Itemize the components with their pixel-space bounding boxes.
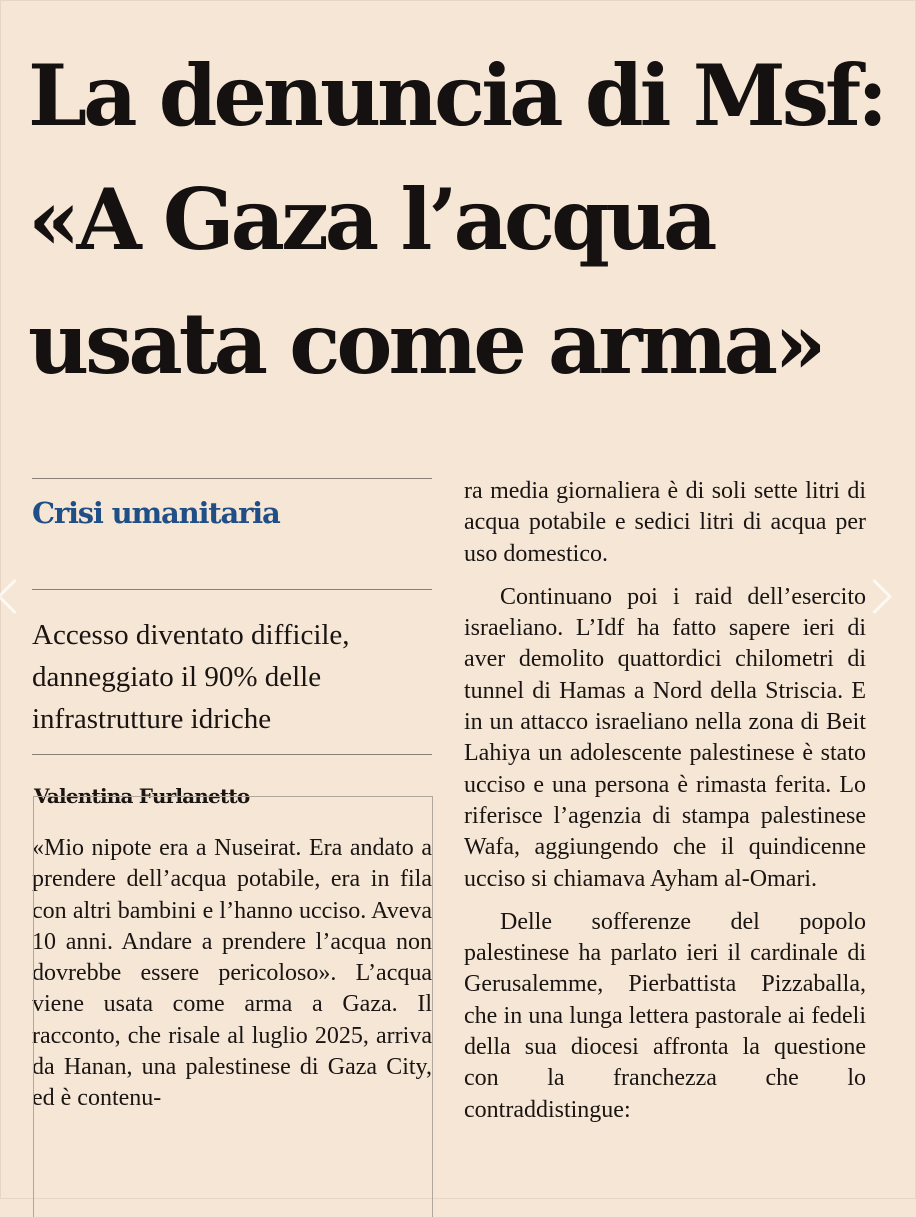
headline-line: usata come arma» (28, 294, 823, 393)
article-body-left: «Mio nipote era a Nuseirat. Era andato a prendere dell’acqua potabile, era in fila con altri bambini e l’hanno ucciso. Aveva 10 anni. Andare a prendere l’acqua non dovrebbe essere pericoloso». L’acqua viene usata come arma a Gaza. Il racconto, che risale al luglio 2025, arriva da Hanan, una palestinese di Gaza City, ed è contenu- (32, 835, 432, 1112)
subhead-rule-bottom (32, 754, 432, 755)
article-paragraph: Continuano poi i raid dell’esercito israeliano. L’Idf ha fatto sapere ieri di aver demolito quattordici chilometri di tunnel di Hamas a Nord della Striscia. E in un attacco israeliano nella zona di Beit Lahiya un adolescente palestinese è stato ucciso e una persona è rimasta ferita. Lo riferisce l’agenzia di stampa palestinese Wafa, aggiungendo che il quindicenne ucciso si chiamava Ayham al-Omari. (464, 583, 866, 892)
right-column (464, 476, 866, 1126)
article-subheadline: Accesso diventato difficile, danneggiato il 90% delle infrastrutture idriche (32, 619, 350, 735)
section-rule-top (32, 478, 432, 479)
headline-line: «A Gaza l’acqua (28, 170, 714, 269)
section-label: Crisi umanitaria (32, 496, 280, 530)
chevron-left-icon[interactable] (0, 579, 32, 614)
left-column (32, 478, 432, 1115)
headline-line: La denuncia di Msf: (28, 46, 885, 145)
article-paragraph: ra media giornaliera è di soli sette litri di acqua potabile e sedici litri di acqua per uso domestico. (464, 478, 866, 567)
article-paragraph: Delle sofferenze del popolo palestinese ha parlato ieri il cardinale di Gerusalemme, Pierbattista Pizzaballa, che in una lunga lettera pastorale ai fedeli della sua diocesi affronta la questione con la franchezza che lo contraddistingue: (464, 908, 866, 1123)
author-byline: Valentina Furlanetto (34, 784, 250, 808)
article-headline (28, 34, 888, 406)
